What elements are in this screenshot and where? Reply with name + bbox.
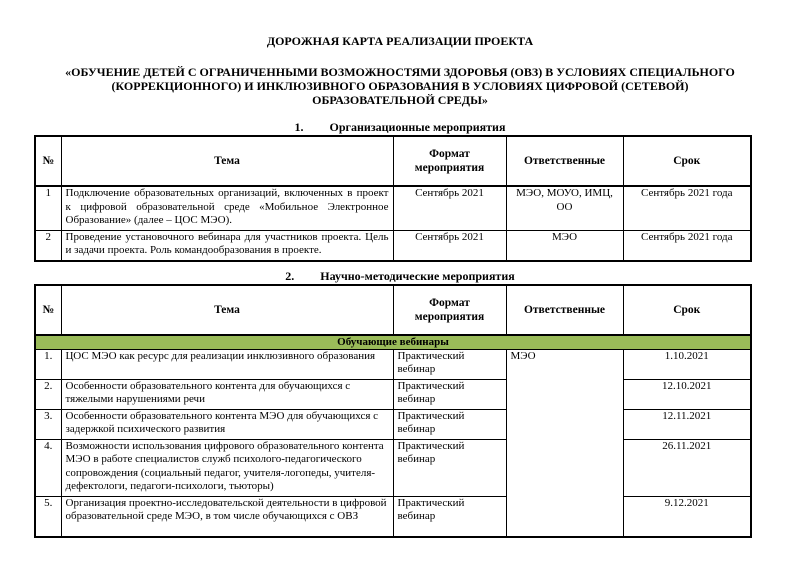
term-cell: Сентябрь 2021 года <box>623 186 751 230</box>
term-cell: 9.12.2021 <box>623 496 751 537</box>
theme-cell: Организация проектно-исследовательской деятельности в цифровой образовательной среде МЭО, в том числе обучающихся с ОВЗ <box>61 496 393 537</box>
row-number-cell: 2. <box>35 379 61 409</box>
document-subtitle: «ОБУЧЕНИЕ ДЕТЕЙ С ОГРАНИЧЕННЫМИ ВОЗМОЖНОСТЯМИ ЗДОРОВЬЯ (ОВЗ) В УСЛОВИЯХ СПЕЦИАЛЬНОГО (КОРРЕКЦИОННОГО) И ИНКЛЮЗИВНОГО ОБРАЗОВАНИЯ В УСЛОВИЯХ ЦИФРОВОЙ (СЕТЕВОЙ) ОБРАЗОВАТЕЛЬНОЙ СРЕДЫ» <box>65 65 735 107</box>
section-band-row <box>35 335 751 350</box>
theme-cell: Подключение образовательных организаций, включенных в проект к цифровой образовательной среде «Мобильное Электронное Образование» (далее – ЦОС МЭО). <box>61 186 393 230</box>
header-responsible: Ответственные <box>506 136 623 186</box>
row-number-cell: 3. <box>35 409 61 439</box>
format-cell: Практический вебинар <box>393 439 506 496</box>
row-number-cell: 1. <box>35 349 61 379</box>
section-band-label: Обучающие вебинары <box>35 335 751 350</box>
section-1-heading <box>0 120 800 134</box>
row-number-cell: 5. <box>35 496 61 537</box>
format-cell: Практический вебинар <box>393 409 506 439</box>
theme-cell: Особенности образовательного контента МЭО для обучающихся с задержкой психического развития <box>61 409 393 439</box>
table-header-row <box>35 285 751 335</box>
scientific-methodical-events-table <box>34 284 752 539</box>
section-1-number: 1. <box>294 120 304 134</box>
organizational-events-table <box>34 135 752 262</box>
header-format: Формат мероприятия <box>393 285 506 335</box>
header-format: Формат мероприятия <box>393 136 506 186</box>
header-number: № <box>35 285 61 335</box>
header-number: № <box>35 136 61 186</box>
term-cell: 12.11.2021 <box>623 409 751 439</box>
format-cell: Практический вебинар <box>393 379 506 409</box>
format-cell: Сентябрь 2021 <box>393 186 506 230</box>
format-cell: Практический вебинар <box>393 349 506 379</box>
table-row <box>35 409 751 439</box>
table-1-header <box>35 136 751 186</box>
table-2-header <box>35 285 751 335</box>
responsible-cell: МЭО <box>506 230 623 261</box>
format-cell: Сентябрь 2021 <box>393 230 506 261</box>
row-number-cell: 1 <box>35 186 61 230</box>
responsible-merged-cell: МЭО <box>506 349 623 537</box>
header-term: Срок <box>623 136 751 186</box>
theme-cell: Проведение установочного вебинара для участников проекта. Цель и задачи проекта. Роль командообразования в проекте. <box>61 230 393 261</box>
section-2-number: 2. <box>285 268 295 283</box>
term-cell: 26.11.2021 <box>623 439 751 496</box>
theme-cell: Возможности использования цифрового образовательного контента МЭО в работе специалистов служб психолого-педагогического сопровождения (социальный педагог, учителя-логопеды, учителя-дефектологи, педагоги-психологи, тьюторы) <box>61 439 393 496</box>
table-row <box>35 349 751 379</box>
term-cell: 1.10.2021 <box>623 349 751 379</box>
table-row <box>35 230 751 261</box>
theme-cell: ЦОС МЭО как ресурс для реализации инклюзивного образования <box>61 349 393 379</box>
table-row <box>35 186 751 230</box>
header-theme: Тема <box>61 136 393 186</box>
term-cell: 12.10.2021 <box>623 379 751 409</box>
row-number-cell: 4. <box>35 439 61 496</box>
format-cell: Практический вебинар <box>393 496 506 537</box>
document-title: ДОРОЖНАЯ КАРТА РЕАЛИЗАЦИИ ПРОЕКТА <box>266 34 534 48</box>
header-term: Срок <box>623 285 751 335</box>
term-cell: Сентябрь 2021 года <box>623 230 751 261</box>
table-header-row <box>35 136 751 186</box>
section-2-title: Научно-методические мероприятия <box>320 268 515 283</box>
table-row <box>35 496 751 537</box>
section-2-heading <box>0 269 800 283</box>
theme-cell: Особенности образовательного контента для обучающихся с тяжелыми нарушениями речи <box>61 379 393 409</box>
responsible-cell: МЭО, МОУО, ИМЦ, ОО <box>506 186 623 230</box>
table-row <box>35 379 751 409</box>
header-theme: Тема <box>61 285 393 335</box>
section-1-title: Организационные мероприятия <box>329 120 506 134</box>
row-number-cell: 2 <box>35 230 61 261</box>
header-responsible: Ответственные <box>506 285 623 335</box>
table-row <box>35 439 751 496</box>
